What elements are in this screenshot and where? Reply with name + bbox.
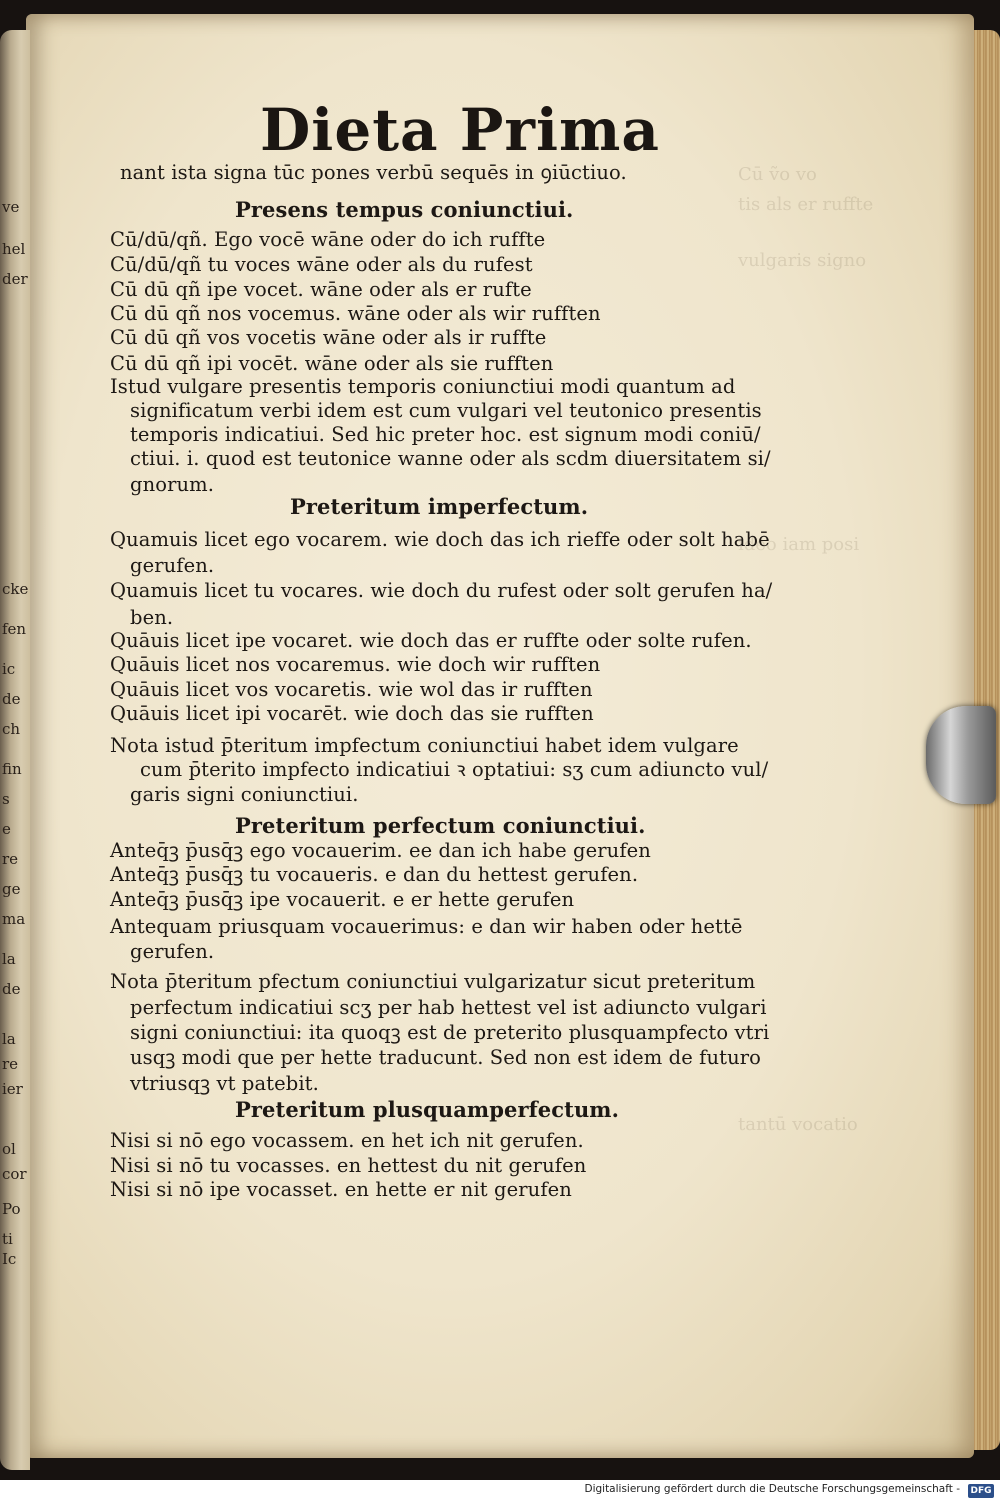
text-line: gerufen. xyxy=(130,940,215,963)
adjacent-page-fragment: Po xyxy=(2,1200,21,1218)
text-line: Cū/dū/qñ. Ego vocē wāne oder do ich ruffte xyxy=(110,228,546,251)
adjacent-page-fragment: ma xyxy=(2,910,26,928)
adjacent-page-fragment: de xyxy=(2,980,21,998)
adjacent-page-fragment: ol xyxy=(2,1140,16,1158)
text-line: Anteq̄ꝫ p̄usq̄ꝫ ipe vocauerit. e er hette gerufen xyxy=(110,888,575,911)
section-heading: Preteritum plusquamperfectum. xyxy=(235,1097,620,1122)
adjacent-page-fragment: fen xyxy=(2,620,27,638)
adjacent-page-fragment: la xyxy=(2,950,16,968)
text-line: usqꝫ modi que per hette traducunt. Sed non est idem de futuro xyxy=(130,1046,762,1069)
section-heading: Presens tempus coniunctiui. xyxy=(235,197,574,222)
text-line: Cū dū qñ ipi vocēt. wāne oder als sie rufften xyxy=(110,352,554,375)
adjacent-page-fragment: fin xyxy=(2,760,22,778)
adjacent-page-fragment: ch xyxy=(2,720,21,738)
text-line: nant ista signa tūc pones verbū sequēs in ꝯiūctiuo. xyxy=(120,161,627,184)
show-through: vulgaris signo xyxy=(738,250,867,271)
text-line: Anteq̄ꝫ p̄usq̄ꝫ tu vocaueris. e dan du hettest gerufen. xyxy=(110,863,639,886)
text-line: Cū/dū/qñ tu voces wāne oder als du rufest xyxy=(110,253,533,276)
text-line: Quamuis licet ego vocarem. wie doch das ich rieffe oder solt habē xyxy=(110,528,770,551)
text-line: Nota p̄teritum pfectum coniunctiui vulgarizatur sicut preteritum xyxy=(110,970,756,993)
text-line: Cū dū qñ ipe vocet. wāne oder als er rufte xyxy=(110,278,532,301)
text-line: Cū dū qñ vos vocetis wāne oder als ir ruffte xyxy=(110,326,547,349)
page-header: Dieta Prima xyxy=(260,96,660,164)
adjacent-page-fragment: re xyxy=(2,1055,19,1073)
show-through: Cū ṽo vo xyxy=(738,164,817,185)
text-line: Quāuis licet vos vocaretis. wie wol das ir rufften xyxy=(110,678,593,701)
text-line: significatum verbi idem est cum vulgari vel teutonico presentis xyxy=(130,399,762,422)
text-line: Antequam priusquam vocauerimus: e dan wir haben oder hettē xyxy=(110,915,743,938)
text-line: temporis indicatiui. Sed hic preter hoc. est signum modi coniū/ xyxy=(130,423,761,446)
text-line: Nisi si nō ipe vocasset. en hette er nit gerufen xyxy=(110,1178,572,1201)
show-through: tis als er ruffte xyxy=(738,194,874,215)
show-through: tantū vocatio xyxy=(738,1114,858,1135)
adjacent-page-fragment: ier xyxy=(2,1080,23,1098)
footer-credit: Digitalisierung gefördert durch die Deutsche Forschungsgemeinschaft - xyxy=(584,1483,960,1495)
adjacent-page-fragment: ge xyxy=(2,880,21,898)
text-line: Quāuis licet ipi vocarēt. wie doch das sie rufften xyxy=(110,702,594,725)
text-line: perfectum indicatiui scʒ per hab hettest vel ist adiuncto vulgari xyxy=(130,996,767,1019)
adjacent-page-fragment: e xyxy=(2,820,11,838)
footer-bar xyxy=(0,1480,1000,1502)
text-line: Quāuis licet ipe vocaret. wie doch das er ruffte oder solte rufen. xyxy=(110,629,752,652)
text-line: gerufen. xyxy=(130,554,215,577)
text-line: ctiui. i. quod est teutonice wanne oder als scdm diuersitatem si/ xyxy=(130,447,771,470)
adjacent-page-fragment: la xyxy=(2,1030,16,1048)
text-line: ben. xyxy=(130,606,174,629)
text-line: garis signi coniunctiui. xyxy=(130,783,359,806)
adjacent-page-fragment: ve xyxy=(2,198,20,216)
adjacent-page-fragment: re xyxy=(2,850,19,868)
text-line: Cū dū qñ nos vocemus. wāne oder als wir rufften xyxy=(110,302,601,325)
adjacent-page-fragment: hel xyxy=(2,240,26,258)
text-line: Anteq̄ꝫ p̄usq̄ꝫ ego vocauerim. ee dan ich habe gerufen xyxy=(110,839,651,862)
adjacent-page-edge xyxy=(0,30,30,1470)
adjacent-page-fragment: Ic xyxy=(2,1250,17,1268)
text-line: gnorum. xyxy=(130,473,215,496)
text-line: cum p̄terito impfecto indicatiui ꝛ optatiui: sʒ cum adiuncto vul/ xyxy=(140,758,769,781)
text-line: Nisi si nō ego vocassem. en het ich nit gerufen. xyxy=(110,1129,584,1152)
show-through: ideo iam posi xyxy=(738,534,860,555)
adjacent-page-fragment: der xyxy=(2,270,28,288)
text-line: vtriusqꝫ vt patebit. xyxy=(130,1072,319,1095)
text-line: signi coniunctiui: ita quoqꝫ est de preterito plusquampfecto vtri xyxy=(130,1021,770,1044)
adjacent-page-fragment: cor xyxy=(2,1165,27,1183)
page-clip xyxy=(926,706,996,804)
text-line: Nisi si nō tu vocasses. en hettest du nit gerufen xyxy=(110,1154,587,1177)
text-line: Nota istud p̄teritum impfectum coniunctiui habet idem vulgare xyxy=(110,734,739,757)
section-heading: Preteritum perfectum coniunctiui. xyxy=(235,813,646,838)
text-line: Quāuis licet nos vocaremus. wie doch wir rufften xyxy=(110,653,601,676)
adjacent-page-fragment: ti xyxy=(2,1230,13,1248)
text-line: Istud vulgare presentis temporis coniunctiui modi quantum ad xyxy=(110,375,736,398)
adjacent-page-fragment: de xyxy=(2,690,21,708)
section-heading: Preteritum imperfectum. xyxy=(290,494,589,519)
adjacent-page-fragment: ic xyxy=(2,660,16,678)
adjacent-page-fragment: s xyxy=(2,790,10,808)
text-line: Quamuis licet tu vocares. wie doch du rufest oder solt gerufen ha/ xyxy=(110,579,773,602)
dfg-logo: DFG xyxy=(968,1484,994,1498)
adjacent-page-fragment: cke xyxy=(2,580,29,598)
